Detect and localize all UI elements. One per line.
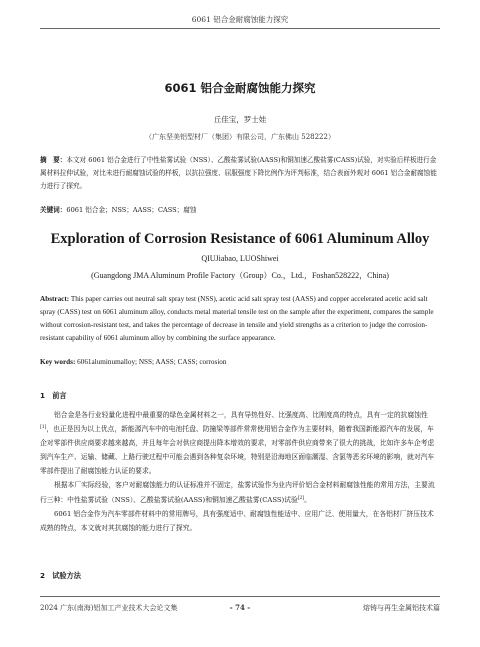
paragraph: 6061 铝合金作为汽车零部件材料中的常用牌号，具有强度适中、耐腐蚀性能适中、应用广泛、使用量大，在各铝材厂挤压技术成熟的特点，本文就对其抗腐蚀的能力进行了探究。 bbox=[40, 509, 434, 532]
citation-ref: [2] bbox=[297, 495, 305, 501]
abstract-cn-label: 摘 要： bbox=[40, 156, 67, 164]
header-rule bbox=[40, 28, 440, 29]
affiliation-cn: （广东坚美铝型材厂（集团）有限公司，广东佛山 528222） bbox=[145, 133, 335, 141]
authors-cn: 丘佳宝，罗士娃 bbox=[213, 115, 267, 124]
section-heading-intro: 1 前言 bbox=[40, 391, 67, 400]
section-heading-method: 2 试验方法 bbox=[40, 571, 81, 580]
keywords-cn-text: 6061 铝合金；NSS；AASS；CASS；腐蚀 bbox=[66, 206, 197, 214]
keywords-en bbox=[40, 358, 440, 366]
paper-title-en: Exploration of Corrosion Resistance of 6061 Aluminum Alloy bbox=[50, 231, 430, 247]
citation-ref: [1] bbox=[40, 425, 47, 431]
paper-title-cn: 6061 铝合金耐腐蚀能力探究 bbox=[164, 81, 316, 95]
section-body-intro bbox=[40, 408, 440, 535]
abstract-cn bbox=[40, 154, 440, 193]
keywords-en-label: Key words: bbox=[40, 358, 76, 366]
abstract-en-text: This paper carries out neutral salt spray test (NSS), acetic acid salt spray test (AASS) and copper accelerated acetic acid salt spray (CASS) test on 6061 aluminum alloy, conducts metal material tensile test on the sample after the experiment, compares the sample without corrosion-resistant test, and takes the percentage of decrease in tensile and yield strengths as a criterion to judge the corrosion-resistant capability of 6061 aluminum alloy by combining the surface appearance. bbox=[40, 295, 434, 342]
abstract-en-label: Abstract: bbox=[40, 295, 70, 303]
footer-section: 熔铸与再生金属铝技术篇 bbox=[363, 604, 440, 612]
footer-rule bbox=[40, 596, 440, 597]
page-number: - 74 - bbox=[229, 603, 251, 612]
keywords-cn bbox=[40, 204, 440, 214]
paragraph-text: ，也正是因为以上优点，新能源汽车中的电池托盘、防撞梁等部件常常使用铝合金作为主要材料，随着我国新能源汽车的发展，车企对零部件供应商要求越来越高，并且每年会对供应商提出降本增效的要求，对零部件供应商带来了很大的挑战，比如许多车企考虑到汽车生产、运输、储藏、上路行驶过程中可能会遇到各种复杂环境，特别是沿海地区面临潮湿、含氯等恶劣环境的影响，就对汽车零部件提出了耐腐蚀能力认证的要求。 bbox=[40, 425, 435, 476]
paragraph-text: 根据本厂实际经验，客户对耐腐蚀能力的认证标准并不固定，盐雾试验作为业内评价铝合金材料耐腐蚀性能的常用方法，主要流行三种：中性盐雾试验（NSS）、乙酸盐雾试验(AASS)和铜加速乙酸盐雾(CASS)试验 bbox=[40, 481, 435, 504]
paragraph-text: 。 bbox=[304, 495, 311, 504]
running-head: 6061 铝合金耐腐蚀能力探究 bbox=[191, 15, 289, 24]
paragraph bbox=[40, 478, 440, 506]
abstract-cn-text: 本文对 6061 铝合金进行了中性盐雾试验（NSS）、乙酸盐雾试验(AASS)和铜加速乙酸盐雾(CASS)试验，对实验后样板进行金属材料拉伸试验，对比未进行耐腐蚀试验的样板，以抗拉强度、屈服强度下降比例作为评判标准，结合表面外观对 6061 铝合金耐腐蚀能力进行了探究。 bbox=[40, 156, 437, 190]
paragraph bbox=[40, 408, 440, 478]
paragraph-text: 铝合金是各行业轻量化进程中最重要的绿色金属材料之一，具有导热性好、比强度高、比刚度高的特点，具有一定的抗腐蚀性 bbox=[54, 411, 428, 419]
footer-proceedings: 2024 广东(南海)铝加工产业技术大会论文集 bbox=[40, 604, 178, 612]
authors-en: QIUJiabao, LUOShiwei bbox=[201, 254, 279, 263]
abstract-en bbox=[40, 293, 440, 345]
affiliation-en: (Guangdong JMA Aluminum Profile Factory（Group）Co.，Ltd.，Foshan528222，China) bbox=[91, 271, 389, 280]
keywords-cn-label: 关键词： bbox=[40, 206, 67, 214]
keywords-en-text: 6061aluminumalloy; NSS; AASS; CASS; corrosion bbox=[77, 358, 227, 366]
